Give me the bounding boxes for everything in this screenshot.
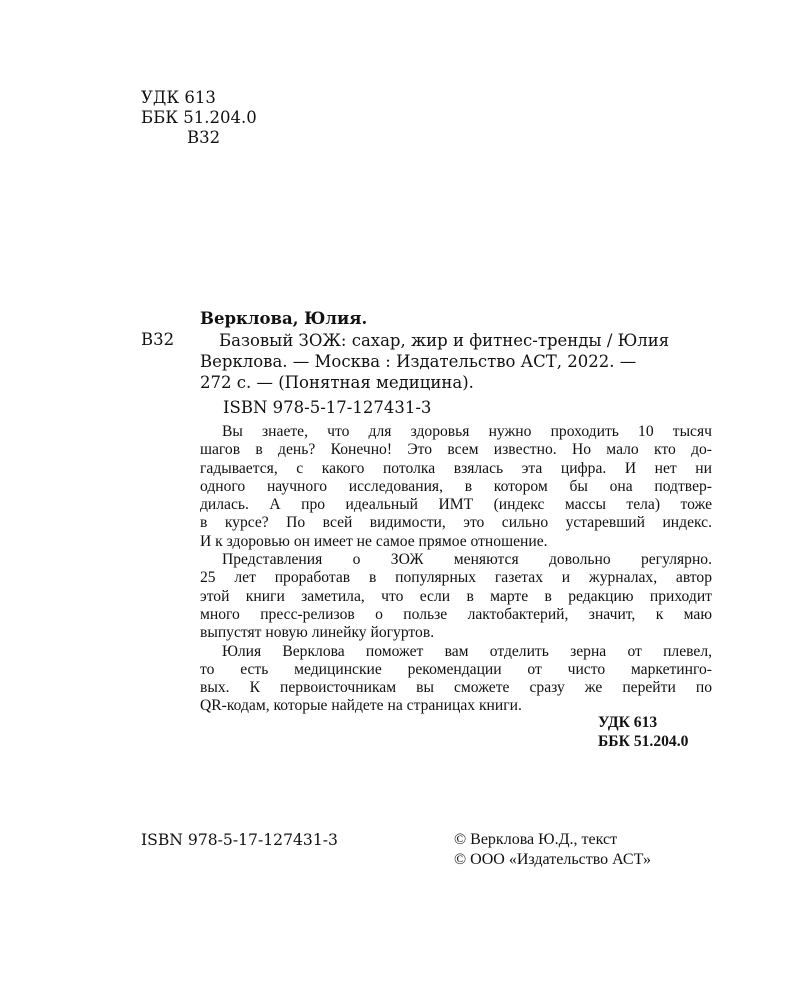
- isbn-main: ISBN 978-5-17-127431-3: [223, 398, 432, 417]
- annotation-line: то есть медицинские рекомендации от чисто маркетинго-: [200, 660, 712, 678]
- annotation-line: И к здоровью он имеет не самое прямое отношение.: [200, 532, 548, 550]
- bibliographic-record: [200, 330, 716, 393]
- annotation-line: Вы знаете, что для здоровья нужно проходить 10 тысяч: [222, 423, 712, 440]
- copyright-publisher: © ООО «Издательство АСТ»: [454, 851, 651, 868]
- annotation-line: дилась. А про идеальный ИМТ (индекс массы тела) тоже: [200, 496, 712, 514]
- bbk-code: ББК 51.204.0: [598, 733, 689, 750]
- bibliographic-line: Базовый ЗОЖ: сахар, жир и фитнес-тренды / Юлия: [219, 331, 670, 350]
- udk-code: УДК 613: [141, 88, 216, 107]
- annotation: [200, 423, 712, 716]
- copyright-block: [454, 830, 651, 870]
- classification-block-bottom: [598, 713, 688, 751]
- annotation-line: этой книги заметила, что если в марте в редакцию приходит: [200, 587, 712, 605]
- isbn-bottom: ISBN 978-5-17-127431-3: [141, 831, 338, 849]
- bibliographic-line: Верклова. — Москва : Издательство АСТ, 2022. —: [200, 352, 637, 371]
- annotation-line: 25 лет проработав в популярных газетах и журналах, автор: [200, 569, 712, 587]
- udk-code: УДК 613: [598, 714, 658, 731]
- author-mark-code: В32: [187, 128, 221, 147]
- author-mark: В32: [141, 330, 175, 349]
- annotation-line: шагов в день? Конечно! Это всем известно. Но мало кто до-: [200, 441, 712, 459]
- copyright-author: © Верклова Ю.Д., текст: [454, 831, 618, 848]
- classification-block-top: [141, 88, 257, 148]
- annotation-line: Представления о ЗОЖ меняются довольно регулярно.: [222, 551, 712, 569]
- bibliographic-line: 272 с. — (Понятная медицина).: [200, 373, 474, 392]
- annotation-line: много пресс-релизов о пользе лактобактерий, значит, к маю: [200, 605, 712, 623]
- annotation-line: Юлия Верклова поможет вам отделить зерна от плевел,: [222, 642, 712, 660]
- annotation-line: вых. К первоисточникам вы сможете сразу же перейти по: [200, 679, 712, 697]
- annotation-line: в курсе? По всей видимости, это сильно устаревший индекс.: [200, 514, 712, 532]
- bbk-code: ББК 51.204.0: [141, 108, 257, 127]
- annotation-line: QR-кодам, которые найдете на страницах книги.: [200, 697, 522, 715]
- annotation-line: гадывается, с какого потолка взялась эта цифра. И нет ни: [200, 459, 712, 477]
- author-heading: Верклова, Юлия.: [200, 309, 368, 328]
- annotation-line: одного научного исследования, в котором бы она подтвер-: [200, 477, 712, 495]
- annotation-line: выпустят новую линейку йогуртов.: [200, 624, 435, 642]
